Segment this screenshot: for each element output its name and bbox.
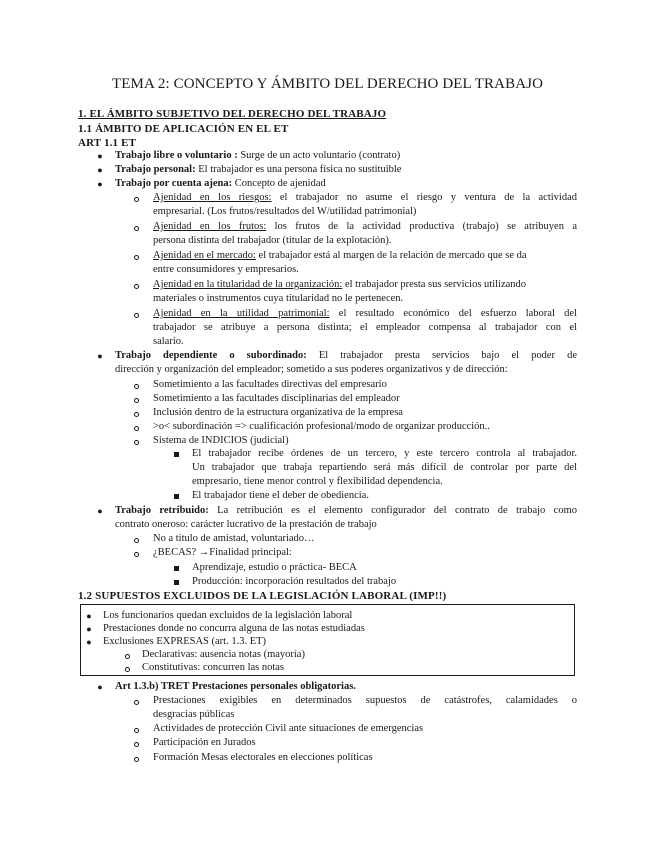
- prestacion-1-cont: desgracias públicas: [153, 709, 235, 720]
- indicio-1-cont2: empresario, tiene menor control y flexibilidad dependencia.: [192, 476, 443, 487]
- indicio-1: El trabajador recibe órdenes de un tercero, y este tercero controla al trabajador.: [192, 448, 577, 459]
- circle-bullet-icon: [134, 197, 139, 202]
- exclusion-3a: Declarativas: ausencia notas (mayoría): [142, 649, 305, 660]
- prestacion-2: Actividades de protección Civil ante situaciones de emergencias: [153, 723, 424, 734]
- list-item-libre: Trabajo libre o voluntario : Surge de un acto voluntario (contrato): [115, 150, 401, 161]
- circle-bullet-icon: [134, 226, 139, 231]
- circle-bullet-icon: [134, 284, 139, 289]
- bullet-icon: ●: [86, 611, 92, 621]
- circle-bullet-icon: [134, 426, 139, 431]
- circle-bullet-icon: [134, 700, 139, 705]
- bullet-icon: ●: [97, 351, 103, 361]
- exclusion-2: Prestaciones donde no concurra alguna de las notas estudiadas: [103, 623, 365, 634]
- article-1-3-b: Art 1.3.b) TRET Prestaciones personales obligatorias.: [115, 681, 356, 692]
- page-title: TEMA 2: CONCEPTO Y ÁMBITO DEL DERECHO DEL TRABAJO: [111, 76, 544, 92]
- ajenidad-titularidad-cont: materiales o instrumentos cuya titularidad no le pertenecen.: [153, 293, 404, 304]
- bullet-icon: ●: [97, 151, 103, 161]
- prestacion-1: Prestaciones exigibles en determinados supuestos de catástrofes, calamidades o: [153, 695, 577, 706]
- beca-1: Aprendizaje, estudio o práctica- BECA: [192, 562, 357, 573]
- exclusion-3b: Constitutivas: concurren las notas: [142, 662, 285, 673]
- dependiente-sub-1: Sometimiento a las facultades directivas del empresario: [153, 379, 387, 390]
- ajenidad-utilidad-cont2: salario.: [153, 336, 184, 347]
- circle-bullet-icon: [134, 398, 139, 403]
- list-item-personal: Trabajo personal: El trabajador es una persona física no sustituible: [115, 164, 402, 175]
- list-item-dependiente: Trabajo dependiente o subordinado: El trabajador presta servicios bajo el poder de: [115, 350, 577, 361]
- prestacion-4: Formación Mesas electorales en elecciones políticas: [153, 752, 373, 763]
- ajenidad-mercado-cont: entre consumidores y empresarios.: [153, 264, 299, 275]
- circle-bullet-icon: [134, 440, 139, 445]
- bullet-icon: ●: [86, 624, 92, 634]
- section-1-1-heading: 1.1 ÁMBITO DE APLICACIÓN EN EL ET: [78, 123, 289, 135]
- square-bullet-icon: [174, 566, 179, 571]
- bullet-icon: ●: [97, 165, 103, 175]
- circle-bullet-icon: [134, 742, 139, 747]
- circle-bullet-icon: [134, 412, 139, 417]
- ajenidad-utilidad: Ajenidad en la utilidad patrimonial: el resultado económico del esfuerzo laboral del: [153, 308, 577, 319]
- ajenidad-utilidad-cont: trabajador se atribuye a persona distinta; el empleador compensa al trabajador con el: [153, 322, 577, 333]
- list-item-retribuido-cont: contrato oneroso: carácter lucrativo de la prestación de trabajo: [115, 519, 377, 530]
- retribuido-sub-1: No a título de amistad, voluntariado…: [153, 533, 315, 544]
- circle-bullet-icon: [134, 728, 139, 733]
- bullet-icon: ●: [97, 682, 103, 692]
- beca-2: Producción: incorporación resultados del trabajo: [192, 576, 397, 587]
- prestacion-3: Participación en Jurados: [153, 737, 256, 748]
- circle-bullet-icon: [134, 552, 139, 557]
- circle-bullet-icon: [125, 654, 130, 659]
- circle-bullet-icon: [134, 255, 139, 260]
- bullet-icon: ●: [97, 179, 103, 189]
- circle-bullet-icon: [134, 313, 139, 318]
- circle-bullet-icon: [134, 384, 139, 389]
- bullet-icon: ●: [86, 637, 92, 647]
- circle-bullet-icon: [125, 667, 130, 672]
- section-1-2-heading: 1.2 SUPUESTOS EXCLUIDOS DE LA LEGISLACIÓN LABORAL (IMP!!): [78, 590, 447, 602]
- dependiente-sub-3: Inclusión dentro de la estructura organizativa de la empresa: [153, 407, 403, 418]
- ajenidad-frutos-cont: persona distinta del trabajador (titular de la explotación).: [153, 235, 392, 246]
- circle-bullet-icon: [134, 757, 139, 762]
- list-item-ajena: Trabajo por cuenta ajena: Concepto de ajenidad: [115, 178, 326, 189]
- list-item-dependiente-cont: dirección y organización del empleador; sometido a sus poderes organizativos y de dirección:: [115, 364, 508, 375]
- ajenidad-frutos: Ajenidad en los frutos: los frutos de la actividad productiva (trabajo) se atribuyen a: [153, 221, 577, 232]
- dependiente-sub-2: Sometimiento a las facultades disciplinarias del empleador: [153, 393, 400, 404]
- ajenidad-mercado: Ajenidad en el mercado: el trabajador está al margen de la relación de mercado que se da: [153, 250, 527, 261]
- ajenidad-titularidad: Ajenidad en la titularidad de la organización: el trabajador presta sus servicios utilizando: [153, 279, 527, 290]
- ajenidad-riesgos: Ajenidad en los riesgos: el trabajador no asume el riesgo y ventura de la actividad: [153, 192, 577, 203]
- exclusion-1: Los funcionarios quedan excluidos de la legislación laboral: [103, 610, 353, 621]
- indicio-1-cont: Un trabajador que trabaja repartiendo será más difícil de controlar por parte del: [192, 462, 577, 473]
- list-item-retribuido: Trabajo retribuido: La retribución es el elemento configurador del contrato de trabajo como: [115, 505, 577, 516]
- bullet-icon: ●: [97, 506, 103, 516]
- square-bullet-icon: [174, 580, 179, 585]
- dependiente-sub-4: >o< subordinación => cualificación profesional/modo de organizar producción..: [153, 421, 490, 432]
- ajenidad-riesgos-cont: empresarial. (Los frutos/resultados del W/utilidad patrimonial): [153, 206, 417, 217]
- exclusion-3: Exclusiones EXPRESAS (art. 1.3. ET): [103, 636, 267, 647]
- circle-bullet-icon: [134, 538, 139, 543]
- square-bullet-icon: [174, 494, 179, 499]
- square-bullet-icon: [174, 452, 179, 457]
- section-1-heading: 1. EL ÁMBITO SUBJETIVO DEL DERECHO DEL TRABAJO: [78, 108, 387, 120]
- dependiente-sub-5: Sistema de INDICIOS (judicial): [153, 435, 289, 446]
- retribuido-sub-2: ¿BECAS? →Finalidad principal:: [153, 547, 292, 558]
- indicio-2: El trabajador tiene el deber de obediencia.: [192, 490, 369, 501]
- article-heading: ART 1.1 ET: [78, 137, 137, 149]
